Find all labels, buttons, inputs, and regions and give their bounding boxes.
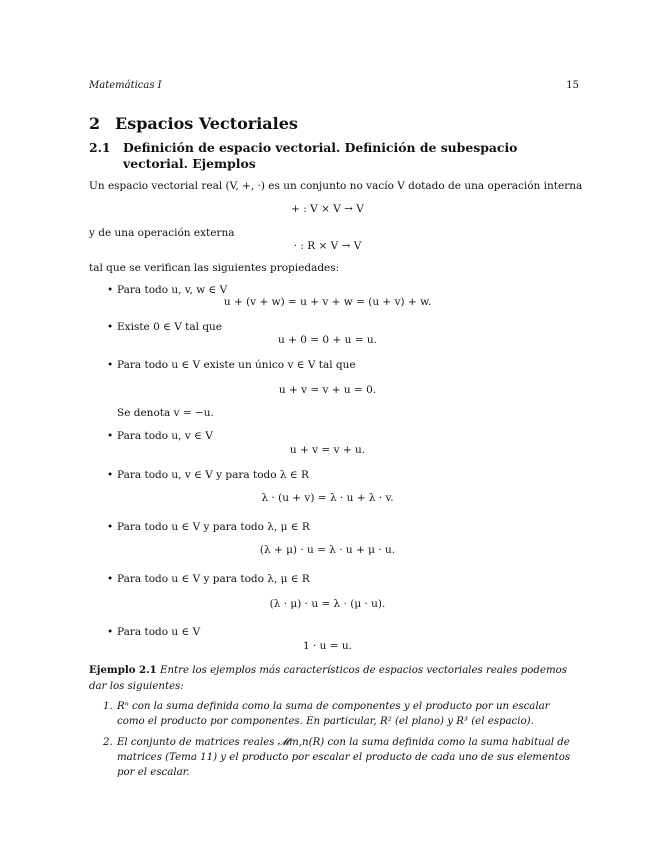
example-block xyxy=(89,662,579,695)
property-equation: u + v = v + u = 0. xyxy=(278,384,377,396)
bullet-icon: • xyxy=(107,284,114,296)
list-item xyxy=(107,469,309,481)
list-item xyxy=(107,321,222,333)
property-condition: Para todo u ∈ V y para todo λ, μ ∈ R xyxy=(117,521,310,533)
running-header: Matemáticas I xyxy=(89,80,162,91)
property-equation: (λ · μ) · u = λ · (μ · u). xyxy=(269,598,386,610)
property-condition: Para todo u, v, w ∈ V xyxy=(117,284,228,296)
property-condition: Para todo u ∈ V xyxy=(117,626,201,638)
property-condition: Para todo u, v ∈ V xyxy=(117,430,213,442)
example-item-1 xyxy=(103,699,579,729)
property-condition: Para todo u ∈ V y para todo λ, μ ∈ R xyxy=(117,573,310,585)
property-condition: Para todo u ∈ V existe un único v ∈ V tal que xyxy=(117,359,356,371)
list-item xyxy=(107,573,310,585)
subsection-number: 2.1 xyxy=(89,140,111,155)
property-condition: Para todo u, v ∈ V y para todo λ ∈ R xyxy=(117,469,309,481)
equation-external: · : R × V → V xyxy=(293,240,362,252)
property-equation: 1 · u = u. xyxy=(302,640,353,652)
example-label: Ejemplo 2.1 xyxy=(89,664,157,676)
bullet-icon: • xyxy=(107,469,114,481)
list-item xyxy=(107,626,200,638)
example-text: Entre los ejemplos más característicos de espacios vectoriales reales podemos dar los siguientes: xyxy=(89,665,567,692)
list-item xyxy=(107,521,310,533)
subsection-title xyxy=(89,140,579,172)
example-item-2 xyxy=(103,735,579,780)
bullet-icon: • xyxy=(107,521,114,533)
list-item xyxy=(107,359,356,371)
section-number: 2 xyxy=(89,114,101,133)
section-title-text: Espacios Vectoriales xyxy=(115,114,298,133)
page-number: 15 xyxy=(566,80,579,91)
bullet-icon: • xyxy=(107,626,114,638)
list-item xyxy=(107,430,213,442)
properties-intro: tal que se verifican las siguientes propiedades: xyxy=(89,262,340,274)
example-item-text: Rⁿ con la suma definida como la suma de componentes y el producto por un escalar como el producto por componentes. En particular, R² (el plano) y R³ (el espacio). xyxy=(117,701,550,727)
bullet-icon: • xyxy=(107,573,114,585)
item-number: 2. xyxy=(103,737,113,748)
property-equation: u + (v + w) = u + v + w = (u + v) + w. xyxy=(223,296,432,308)
item-number: 1. xyxy=(103,701,113,712)
property-equation: u + 0 = 0 + u = u. xyxy=(278,334,377,346)
property-equation: u + v = v + u. xyxy=(289,444,366,456)
external-text: y de una operación externa xyxy=(89,227,235,239)
property-condition: Existe 0 ∈ V tal que xyxy=(117,321,223,333)
bullet-icon: • xyxy=(107,359,114,371)
intro-paragraph: Un espacio vectorial real (V, +, ·) es un conjunto no vacío V dotado de una operación interna xyxy=(89,180,583,192)
example-item-text: El conjunto de matrices reales 𝓜m,n(R) con la suma definida como la suma habitual de matrices (Tema 11) y el producto por escalar el producto de cada uno de sus elementos por el escalar. xyxy=(117,737,571,778)
property-equation: λ · (u + v) = λ · u + λ · v. xyxy=(261,492,394,504)
list-item xyxy=(107,284,227,296)
property-equation: (λ + μ) · u = λ · u + μ · u. xyxy=(259,544,396,556)
denote-note: Se denota v = −u. xyxy=(117,407,214,419)
bullet-icon: • xyxy=(107,321,114,333)
bullet-icon: • xyxy=(107,430,114,442)
equation-internal: + : V × V → V xyxy=(291,203,364,215)
section-title xyxy=(89,114,298,133)
subsection-title-text: Definición de espacio vectorial. Definición de subespacio vectorial. Ejemplos xyxy=(123,140,518,171)
